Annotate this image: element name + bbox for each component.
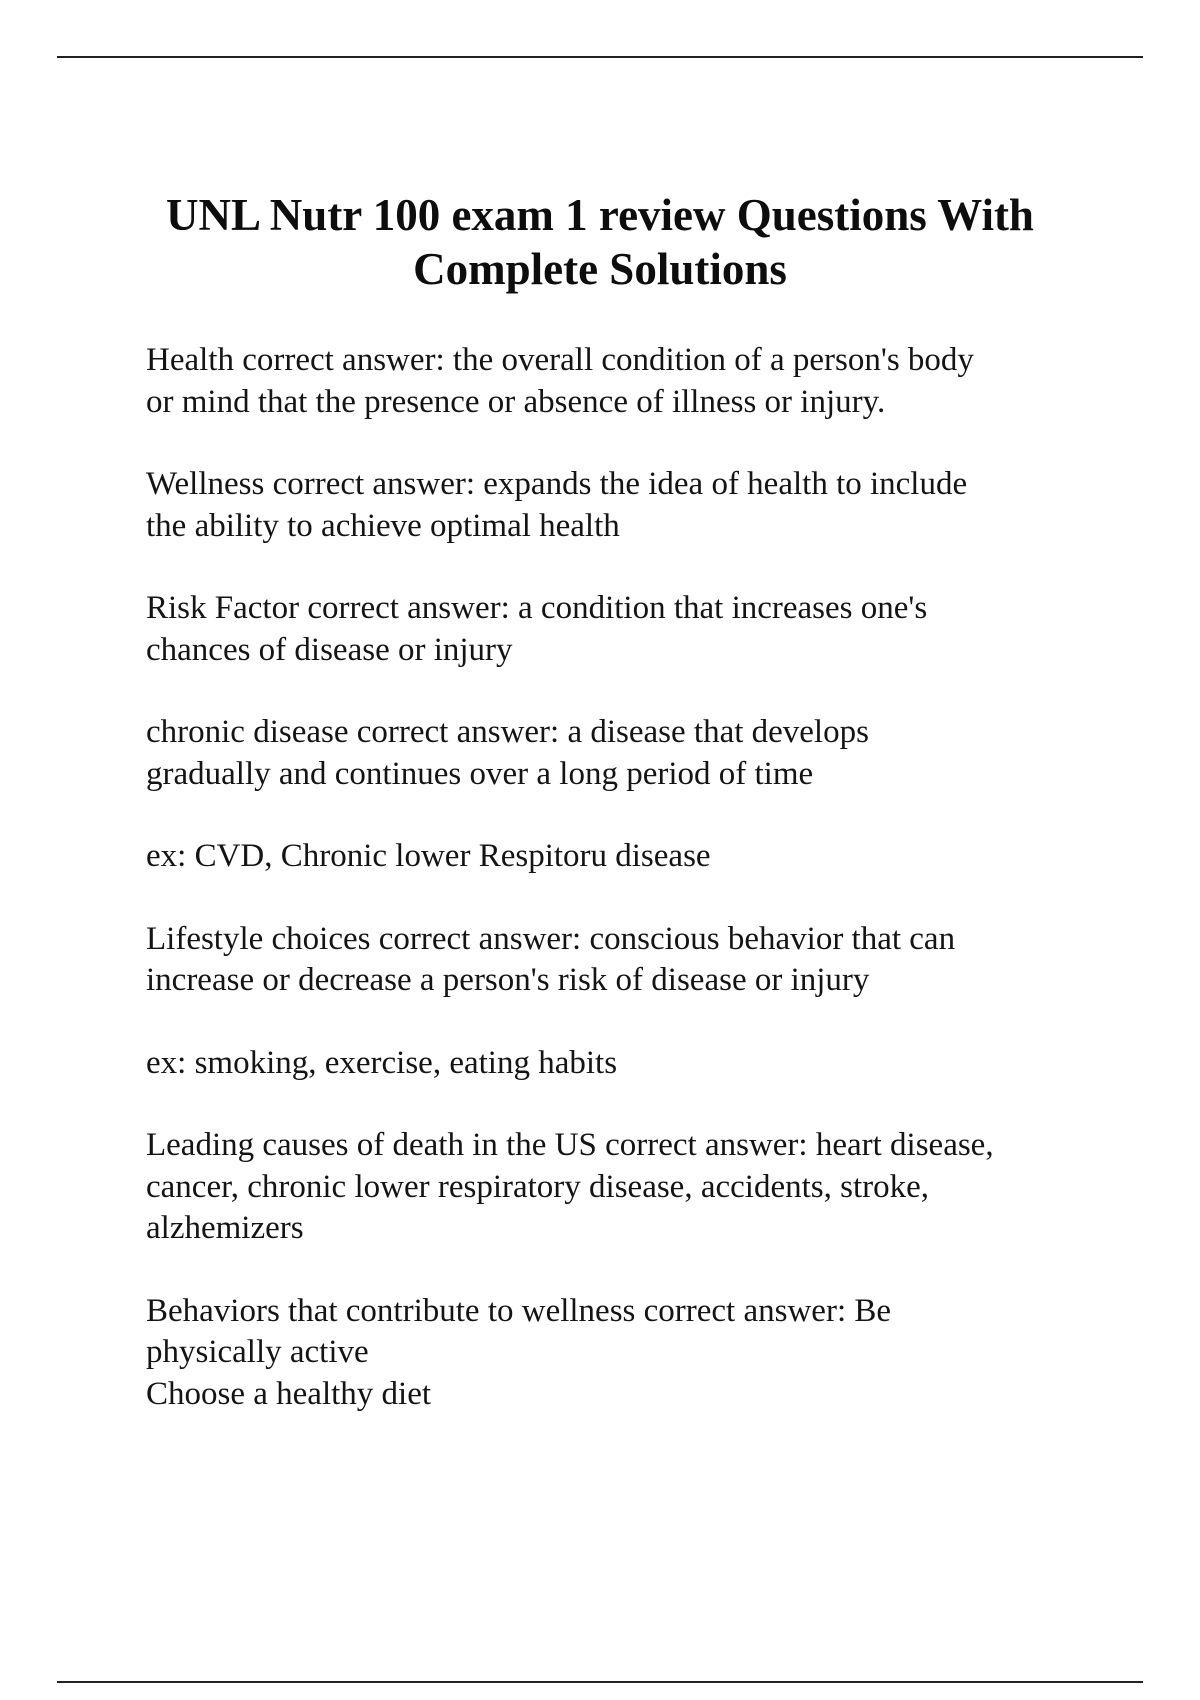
- entry-health: [146, 340, 1106, 423]
- entry-line: increase or decrease a person's risk of disease or injury: [146, 962, 870, 998]
- entry-chronic-disease-example: [146, 836, 1106, 878]
- title-line: Complete Solutions: [413, 244, 787, 294]
- entry-line: Leading causes of death in the US correct answer: heart disease,: [146, 1127, 994, 1163]
- entry-wellness-behaviors: [146, 1291, 1106, 1416]
- entry-leading-causes: [146, 1125, 1106, 1250]
- entry-line: chronic disease correct answer: a disease that develops: [146, 714, 869, 750]
- entry-line: chances of disease or injury: [146, 631, 513, 668]
- entry-line: Behaviors that contribute to wellness correct answer: Be: [146, 1292, 892, 1329]
- entry-line: the ability to achieve optimal health: [146, 507, 620, 544]
- entry-line: Choose a healthy diet: [146, 1375, 432, 1412]
- top-rule: [57, 56, 1143, 58]
- entry-line: physically active: [146, 1334, 369, 1370]
- entry-line: alzhemizers: [146, 1210, 304, 1246]
- entry-line: Risk Factor correct answer: a condition that increases one's: [146, 590, 928, 626]
- entry-line: Wellness correct answer: expands the idea of health to include: [146, 466, 968, 502]
- document-body: [146, 340, 1106, 1456]
- document-title: [100, 188, 1100, 296]
- entry-line: Health correct answer: the overall condition of a person's body: [146, 342, 974, 378]
- entry-line: Lifestyle choices correct answer: conscious behavior that can: [146, 920, 956, 957]
- entry-line: or mind that the presence or absence of illness or injury.: [146, 383, 886, 420]
- entry-chronic-disease: [146, 712, 1106, 795]
- bottom-rule: [57, 1681, 1143, 1683]
- entry-lifestyle-example: [146, 1043, 1106, 1085]
- entry-line: gradually and continues over a long period of time: [146, 755, 814, 792]
- entry-wellness: [146, 464, 1106, 547]
- entry-lifestyle-choices: [146, 919, 1106, 1002]
- entry-line: cancer, chronic lower respiratory disease, accidents, stroke,: [146, 1168, 929, 1205]
- entry-line: ex: smoking, exercise, eating habits: [146, 1044, 618, 1081]
- entry-line: ex: CVD, Chronic lower Respitoru disease: [146, 838, 711, 874]
- title-line: UNL Nutr 100 exam 1 review Questions With: [166, 190, 1034, 240]
- entry-risk-factor: [146, 588, 1106, 671]
